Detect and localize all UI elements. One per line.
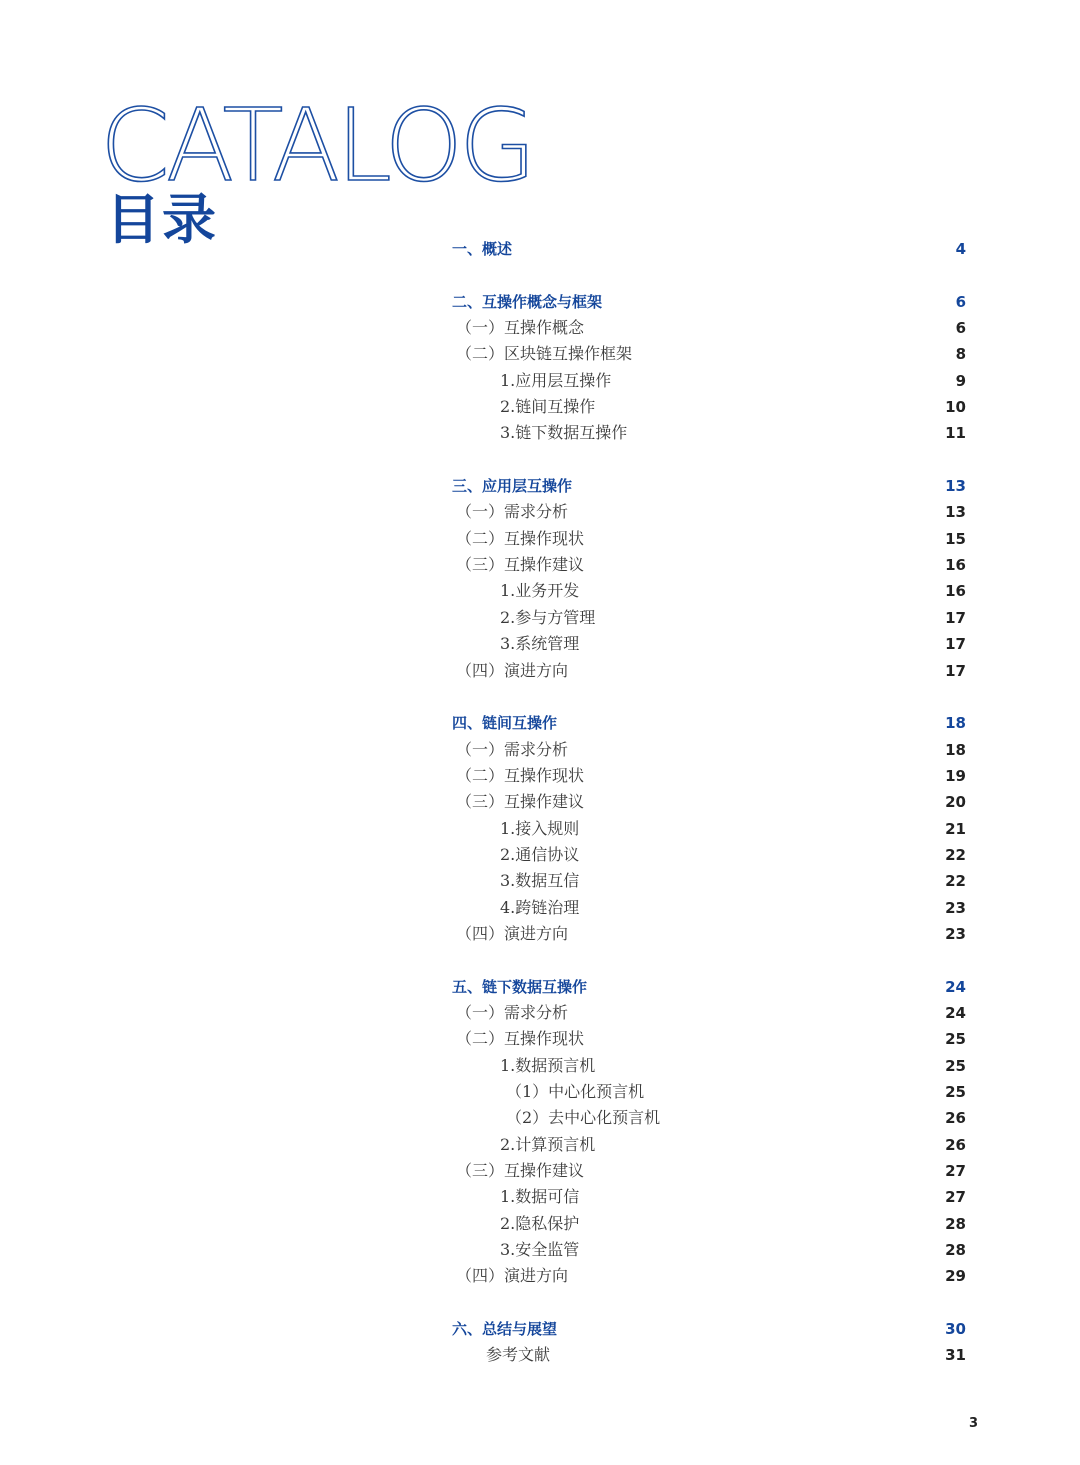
toc-entry-label: 4.跨链治理 xyxy=(500,897,580,917)
toc-entry-page-number: 15 xyxy=(945,529,966,548)
toc-entry-page-number: 24 xyxy=(945,1003,966,1022)
toc-entry-page-number: 23 xyxy=(945,924,966,943)
toc-entry-row[interactable] xyxy=(452,1263,978,1289)
toc-entry-page-number: 10 xyxy=(945,398,966,417)
toc-entry-page-number: 17 xyxy=(945,608,966,627)
toc-entry-label: （四）演进方向 xyxy=(456,923,569,943)
toc-entry-page-number: 25 xyxy=(945,1056,966,1075)
toc-entry-label: （二）互操作现状 xyxy=(456,1029,585,1049)
toc-entry-row[interactable] xyxy=(452,578,978,604)
toc-entry-row[interactable] xyxy=(452,658,978,684)
toc-entry-label: 3.链下数据互操作 xyxy=(500,423,628,443)
toc-entry-label: 六、总结与展望 xyxy=(452,1320,558,1339)
toc-entry-row[interactable] xyxy=(452,1132,978,1158)
toc-entry-row[interactable] xyxy=(452,1000,978,1026)
toc-entry-label: （二）互操作现状 xyxy=(456,765,585,785)
toc-entry-page-number: 18 xyxy=(945,740,966,759)
toc-entry-row[interactable] xyxy=(452,368,978,394)
toc-entry-row[interactable] xyxy=(452,1026,978,1052)
toc-entry-page-number: 11 xyxy=(945,424,966,443)
toc-entry-row[interactable] xyxy=(452,1105,978,1131)
toc-entry-label: 一、概述 xyxy=(452,240,513,258)
toc-entry-page-number: 20 xyxy=(945,793,966,812)
toc-entry-row[interactable] xyxy=(452,315,978,341)
toc-entry-page-number: 16 xyxy=(945,556,966,575)
toc-entry-label: （三）互操作建议 xyxy=(456,1161,585,1181)
toc-entry-page-number: 13 xyxy=(945,503,966,522)
toc-entry-label: 3.数据互信 xyxy=(500,871,580,891)
toc-entry-label: 1.接入规则 xyxy=(500,818,580,838)
toc-entry-page-number: 13 xyxy=(945,477,966,496)
toc-entry-page-number: 17 xyxy=(945,661,966,680)
toc-entry-row[interactable] xyxy=(452,1053,978,1079)
toc-entry-page-number: 30 xyxy=(945,1320,966,1339)
toc-entry-label: （四）演进方向 xyxy=(456,1266,569,1286)
toc-entry-page-number: 26 xyxy=(945,1109,966,1128)
catalog-heading-en: CATALOG xyxy=(100,87,533,204)
toc-entry-page-number: 9 xyxy=(955,371,966,390)
toc-chapter-row[interactable] xyxy=(452,473,978,499)
toc-entry-row[interactable] xyxy=(452,816,978,842)
toc-entry-label: 三、应用层互操作 xyxy=(452,477,573,496)
toc-entry-row[interactable] xyxy=(452,789,978,815)
toc-entry-row[interactable] xyxy=(452,420,978,446)
toc-entry-page-number: 28 xyxy=(945,1241,966,1260)
toc-entry-label: 1.应用层互操作 xyxy=(500,370,612,390)
toc-chapter-row[interactable] xyxy=(452,1316,978,1342)
toc-entry-page-number: 28 xyxy=(945,1214,966,1233)
toc-chapter-row[interactable] xyxy=(452,710,978,736)
toc-entry-label: 2.链间互操作 xyxy=(500,397,596,417)
toc-entry-row[interactable] xyxy=(452,895,978,921)
toc-entry-row[interactable] xyxy=(452,552,978,578)
toc-entry-row[interactable] xyxy=(452,1211,978,1237)
toc-entry-label: 1.数据可信 xyxy=(500,1187,580,1207)
toc-entry-page-number: 25 xyxy=(945,1083,966,1101)
toc-entry-row[interactable] xyxy=(452,737,978,763)
toc-entry-page-number: 19 xyxy=(945,766,966,785)
toc-entry-label: 1.数据预言机 xyxy=(500,1055,596,1075)
toc-entry-label: 四、链间互操作 xyxy=(452,714,558,733)
toc-chapter-row[interactable] xyxy=(452,236,978,262)
toc-entry-page-number: 23 xyxy=(945,898,966,917)
toc-entry-label: （2）去中心化预言机 xyxy=(506,1108,661,1128)
toc-entry-page-number: 26 xyxy=(945,1135,966,1154)
toc-entry-row[interactable] xyxy=(452,842,978,868)
toc-entry-label: 参考文献 xyxy=(486,1345,551,1365)
toc-entry-label: （三）互操作建议 xyxy=(456,792,585,812)
toc-entry-row[interactable] xyxy=(452,1342,978,1368)
toc-entry-page-number: 16 xyxy=(945,582,966,601)
toc-entry-label: （1）中心化预言机 xyxy=(506,1082,645,1101)
toc-entry-label: （二）互操作现状 xyxy=(456,528,585,548)
toc-entry-page-number: 27 xyxy=(945,1188,966,1207)
toc-entry-page-number: 24 xyxy=(945,977,966,996)
toc-chapter-row[interactable] xyxy=(452,289,978,315)
catalog-heading-zh: 目录 xyxy=(106,188,218,251)
toc-entry-page-number: 4 xyxy=(955,240,966,258)
toc-entry-label: 2.参与方管理 xyxy=(500,607,596,627)
toc-entry-label: （三）互操作建议 xyxy=(456,555,585,575)
toc-entry-row[interactable] xyxy=(452,526,978,552)
toc-entry-label: 二、互操作概念与框架 xyxy=(452,292,603,311)
toc-entry-page-number: 18 xyxy=(945,714,966,733)
toc-entry-label: 2.隐私保护 xyxy=(500,1213,580,1233)
toc-entry-page-number: 22 xyxy=(945,872,966,891)
toc-entry-label: 3.系统管理 xyxy=(500,634,580,654)
toc-entry-label: 五、链下数据互操作 xyxy=(452,977,588,996)
toc-entry-row[interactable] xyxy=(452,631,978,657)
toc-entry-label: 1.业务开发 xyxy=(500,581,580,601)
toc-entry-label: （一）需求分析 xyxy=(456,502,569,522)
toc-entry-row[interactable] xyxy=(452,1184,978,1210)
toc-entry-page-number: 31 xyxy=(945,1346,966,1365)
toc-entry-row[interactable] xyxy=(452,1237,978,1263)
toc-entry-label: 2.通信协议 xyxy=(500,844,580,864)
toc-entry-page-number: 6 xyxy=(955,319,966,337)
toc-entry-page-number: 22 xyxy=(945,845,966,864)
toc-entry-label: （一）需求分析 xyxy=(456,1002,569,1022)
toc-entry-label: （四）演进方向 xyxy=(456,660,569,680)
toc-entry-row[interactable] xyxy=(452,1079,978,1105)
toc-chapter-row[interactable] xyxy=(452,974,978,1000)
toc-entry-label: （一）需求分析 xyxy=(456,739,569,759)
toc-entry-page-number: 27 xyxy=(945,1162,966,1181)
toc-entry-page-number: 21 xyxy=(945,819,966,838)
page-number: 3 xyxy=(968,1416,978,1431)
toc-entry-page-number: 17 xyxy=(945,635,966,654)
toc-entry-label: 3.安全监管 xyxy=(500,1240,580,1260)
toc-entry-label: （一）互操作概念 xyxy=(456,318,585,337)
toc-entry-row[interactable] xyxy=(452,1158,978,1184)
toc-entry-page-number: 25 xyxy=(945,1030,966,1049)
toc-entry-row[interactable] xyxy=(452,921,978,947)
toc-entry-row[interactable] xyxy=(452,763,978,789)
toc-entry-row[interactable] xyxy=(452,605,978,631)
toc-entry-label: 2.计算预言机 xyxy=(500,1134,596,1154)
toc-entry-page-number: 29 xyxy=(945,1267,966,1286)
toc-entry-row[interactable] xyxy=(452,394,978,420)
toc-entry-row[interactable] xyxy=(452,868,978,894)
toc-entry-page-number: 6 xyxy=(955,292,966,311)
toc-entry-row[interactable] xyxy=(452,341,978,367)
toc-entry-page-number: 8 xyxy=(955,345,966,364)
toc-entry-label: （二）区块链互操作框架 xyxy=(456,344,633,364)
toc-entry-row[interactable] xyxy=(452,499,978,525)
